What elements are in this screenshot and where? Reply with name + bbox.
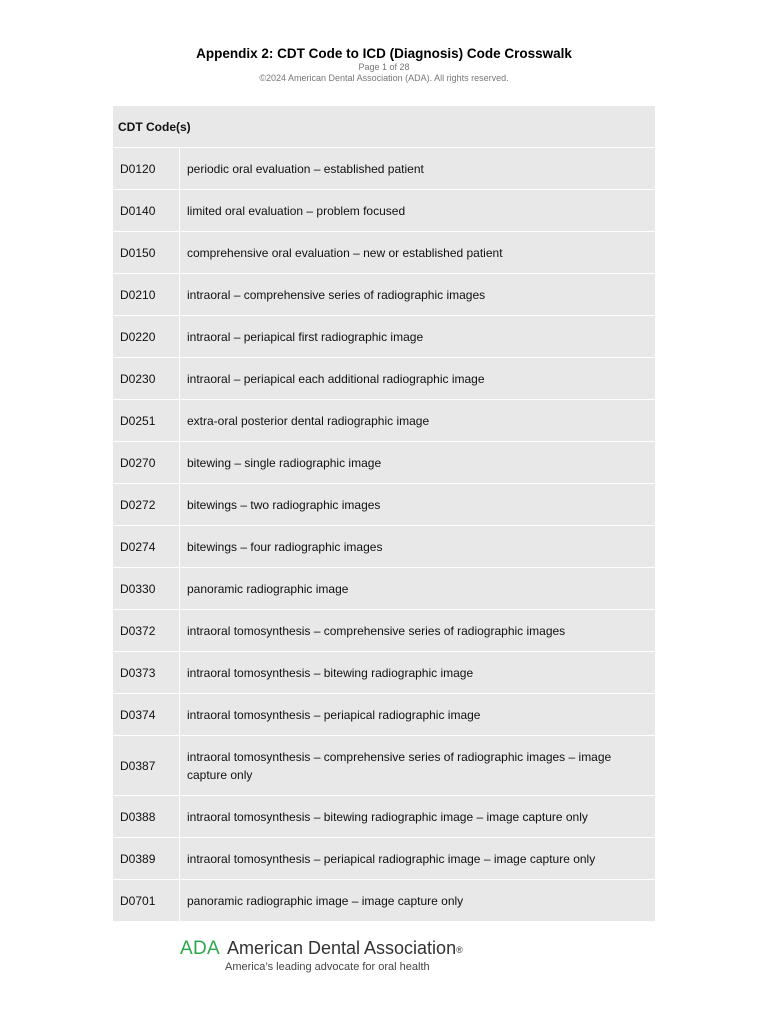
table-body xyxy=(113,148,655,921)
code-description: bitewings – two radiographic images xyxy=(187,497,381,512)
table-row xyxy=(113,610,655,652)
table-row xyxy=(113,526,655,568)
ada-logo xyxy=(180,938,463,973)
table-row xyxy=(113,358,655,400)
cdt-code: D0251 xyxy=(113,400,180,441)
table-row xyxy=(113,316,655,358)
cdt-code: D0372 xyxy=(113,610,180,651)
cdt-code: D0387 xyxy=(113,736,180,795)
table-header: CDT Code(s) xyxy=(113,106,655,148)
cdt-code: D0388 xyxy=(113,796,180,837)
table-row xyxy=(113,148,655,190)
code-description: intraoral tomosynthesis – periapical radiographic image – image capture only xyxy=(187,851,596,866)
code-description: comprehensive oral evaluation – new or established patient xyxy=(187,245,503,260)
table-row xyxy=(113,442,655,484)
association-name: American Dental Association xyxy=(226,938,457,958)
code-description: panoramic radiographic image xyxy=(187,581,349,596)
code-description: extra-oral posterior dental radiographic image xyxy=(187,413,430,428)
code-description: limited oral evaluation – problem focused xyxy=(187,203,406,218)
cdt-code: D0210 xyxy=(113,274,180,315)
cdt-code: D0701 xyxy=(113,880,180,921)
cdt-code: D0230 xyxy=(113,358,180,399)
page-number: Page 1 of 28 xyxy=(358,62,410,72)
cdt-code: D0274 xyxy=(113,526,180,567)
code-description: intraoral tomosynthesis – periapical radiographic image xyxy=(187,707,481,722)
table-row xyxy=(113,568,655,610)
code-description: intraoral tomosynthesis – comprehensive series of radiographic images – image capture only xyxy=(187,749,612,782)
table-row xyxy=(113,652,655,694)
cdt-code: D0220 xyxy=(113,316,180,357)
cdt-code: D0330 xyxy=(113,568,180,609)
cdt-code: D0140 xyxy=(113,190,180,231)
table-row xyxy=(113,274,655,316)
cdt-code: D0150 xyxy=(113,232,180,273)
cdt-code: D0373 xyxy=(113,652,180,693)
document-title: Appendix 2: CDT Code to ICD (Diagnosis) Code Crosswalk xyxy=(196,46,572,61)
code-description: intraoral tomosynthesis – bitewing radiographic image xyxy=(187,665,474,680)
cdt-code: D0270 xyxy=(113,442,180,483)
code-description: panoramic radiographic image – image capture only xyxy=(187,893,464,908)
table-row xyxy=(113,232,655,274)
registered-mark: ® xyxy=(456,945,463,955)
table-row xyxy=(113,400,655,442)
table-row xyxy=(113,880,655,921)
copyright-notice: ©2024 American Dental Association (ADA). All rights reserved. xyxy=(259,73,509,83)
cdt-code: D0272 xyxy=(113,484,180,525)
table-row xyxy=(113,694,655,736)
table-row xyxy=(113,736,655,796)
code-description: bitewing – single radiographic image xyxy=(187,455,382,470)
table-row xyxy=(113,190,655,232)
cdt-code: D0374 xyxy=(113,694,180,735)
table-row xyxy=(113,484,655,526)
crosswalk-table xyxy=(113,106,655,921)
code-description: intraoral – comprehensive series of radiographic images xyxy=(187,287,486,302)
code-description: intraoral tomosynthesis – bitewing radiographic image – image capture only xyxy=(187,809,588,824)
table-row xyxy=(113,796,655,838)
code-description: intraoral tomosynthesis – comprehensive series of radiographic images xyxy=(187,623,566,638)
page-header xyxy=(0,45,768,84)
table-row xyxy=(113,838,655,880)
code-description: intraoral – periapical each additional radiographic image xyxy=(187,371,485,386)
cdt-code: D0389 xyxy=(113,838,180,879)
code-description: periodic oral evaluation – established patient xyxy=(187,161,424,176)
code-description: intraoral – periapical first radiographic image xyxy=(187,329,424,344)
code-description: bitewings – four radiographic images xyxy=(187,539,383,554)
ada-wordmark: ADA xyxy=(180,938,220,959)
cdt-code: D0120 xyxy=(113,148,180,189)
tagline: America’s leading advocate for oral health xyxy=(225,961,430,973)
